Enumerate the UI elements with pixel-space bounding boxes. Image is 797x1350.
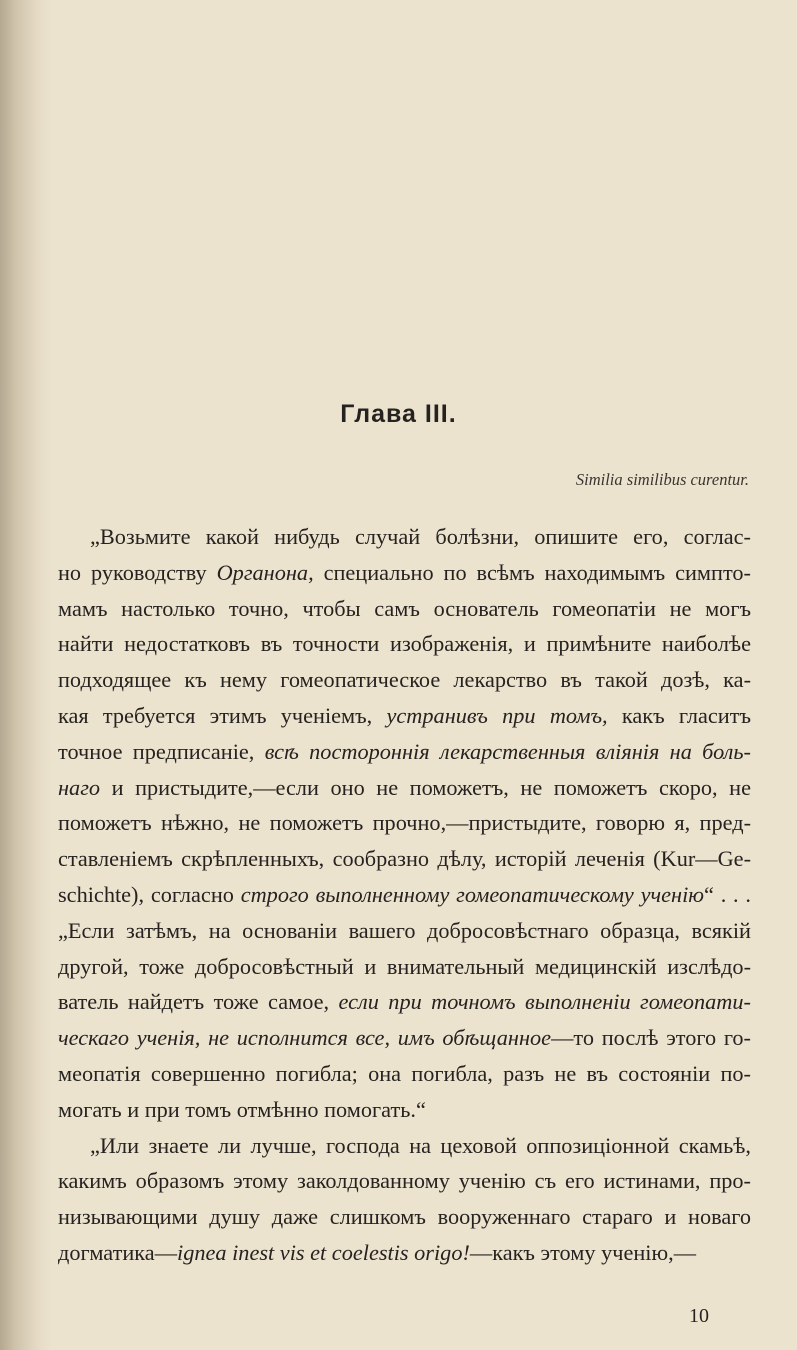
chapter-title: Глава III.: [340, 400, 457, 428]
text-segment: какъ гласитъ: [607, 702, 752, 728]
italic-segment: ческаго ученія, не исполнится все, имъ обѣщанное: [58, 1025, 552, 1051]
epigraph: Similia similibus curentur.: [575, 470, 749, 489]
text-line: [58, 519, 751, 555]
text-segment: поможетъ нѣжно, не поможетъ прочно,—пристыдите, говорю я, пред-: [58, 810, 751, 836]
text-line: [58, 1128, 751, 1164]
text-line: [58, 1199, 751, 1235]
italic-segment: если при точномъ выполненіи гомеопати-: [338, 989, 751, 1015]
italic-segment: ignea inest vis et coelestis origo!: [177, 1239, 470, 1265]
text-segment: “ . . .: [704, 881, 751, 907]
italic-segment: устранивъ при томъ,: [386, 702, 608, 728]
text-line: [58, 1092, 751, 1128]
text-segment: „Если затѣмъ, на основаніи вашего добросовѣстнаго образца, всякій: [58, 917, 751, 943]
text-segment: низывающими душу даже слишкомъ вооруженнаго стараго и новаго: [58, 1204, 751, 1230]
text-line: [58, 841, 751, 877]
text-line: [58, 555, 751, 591]
text-line: [58, 1056, 751, 1092]
text-segment: „Возьмите какой нибудь случай болѣзни, опишите его, соглас-: [90, 524, 751, 549]
text-line: [58, 1020, 751, 1056]
text-segment: какимъ образомъ этому заколдованному ученію съ его истинами, про-: [58, 1168, 751, 1194]
text-segment: но руководству: [58, 559, 217, 585]
text-line: [58, 662, 751, 698]
body-text: [58, 519, 751, 1271]
text-line: [58, 913, 751, 949]
text-segment: ватель найдетъ тоже самое,: [58, 989, 339, 1015]
text-line: [58, 626, 751, 662]
text-segment: —какъ этому ученію,—: [469, 1239, 697, 1265]
text-segment: и пристыдите,—если оно не поможетъ, не поможетъ скоро, не: [100, 774, 751, 800]
bleed-through-text: [60, 20, 780, 390]
text-segment: найти недостатковъ въ точности изображенія, и примѣните наиболѣе: [58, 631, 751, 657]
text-segment: кая требуется этимъ ученіемъ,: [58, 702, 387, 728]
text-segment: точное предписаніе,: [58, 738, 265, 764]
text-line: [58, 770, 751, 806]
text-segment: schichte), согласно: [58, 881, 241, 907]
text-line: [58, 877, 751, 913]
page-gutter-shadow: [0, 0, 52, 1350]
text-segment: ставленіемъ скрѣпленныхъ, сообразно дѣлу, исторій леченія (Kur—Ge-: [58, 846, 751, 872]
text-segment: другой, тоже добросовѣстный и внимательный медицинскій изслѣдо-: [58, 953, 751, 979]
text-line: [58, 949, 751, 985]
text-segment: мамъ настолько точно, чтобы самъ основатель гомеопатіи не могъ: [58, 595, 751, 621]
text-segment: догматика—: [58, 1239, 177, 1265]
text-segment: меопатія совершенно погибла; она погибла, разъ не въ состояніи по-: [58, 1060, 751, 1086]
italic-segment: строго выполненному гомеопатическому ученію: [240, 881, 705, 907]
text-segment: —то послѣ этого го-: [551, 1025, 751, 1051]
italic-segment: Органона,: [216, 559, 314, 585]
italic-segment: всѣ постороннія лекарственныя вліянія на боль-: [264, 738, 751, 764]
text-line: [58, 1163, 751, 1199]
text-line: [58, 734, 751, 770]
text-segment: „Или знаете ли лучше, господа на цеховой оппозиціонной скамьѣ,: [90, 1132, 751, 1158]
text-line: [58, 591, 751, 627]
text-segment: подходящее къ нему гомеопатическое лекарство въ такой дозѣ, ка-: [58, 667, 751, 693]
text-line: [58, 984, 751, 1020]
text-line: [58, 1235, 751, 1271]
italic-segment: наго: [58, 774, 101, 800]
text-segment: могать и при томъ отмѣнно помогать.“: [58, 1096, 426, 1122]
text-segment: специально по всѣмъ находимымъ симпто-: [313, 559, 751, 585]
text-line: [58, 698, 751, 734]
page-number: 10: [689, 1305, 709, 1327]
text-line: [58, 805, 751, 841]
